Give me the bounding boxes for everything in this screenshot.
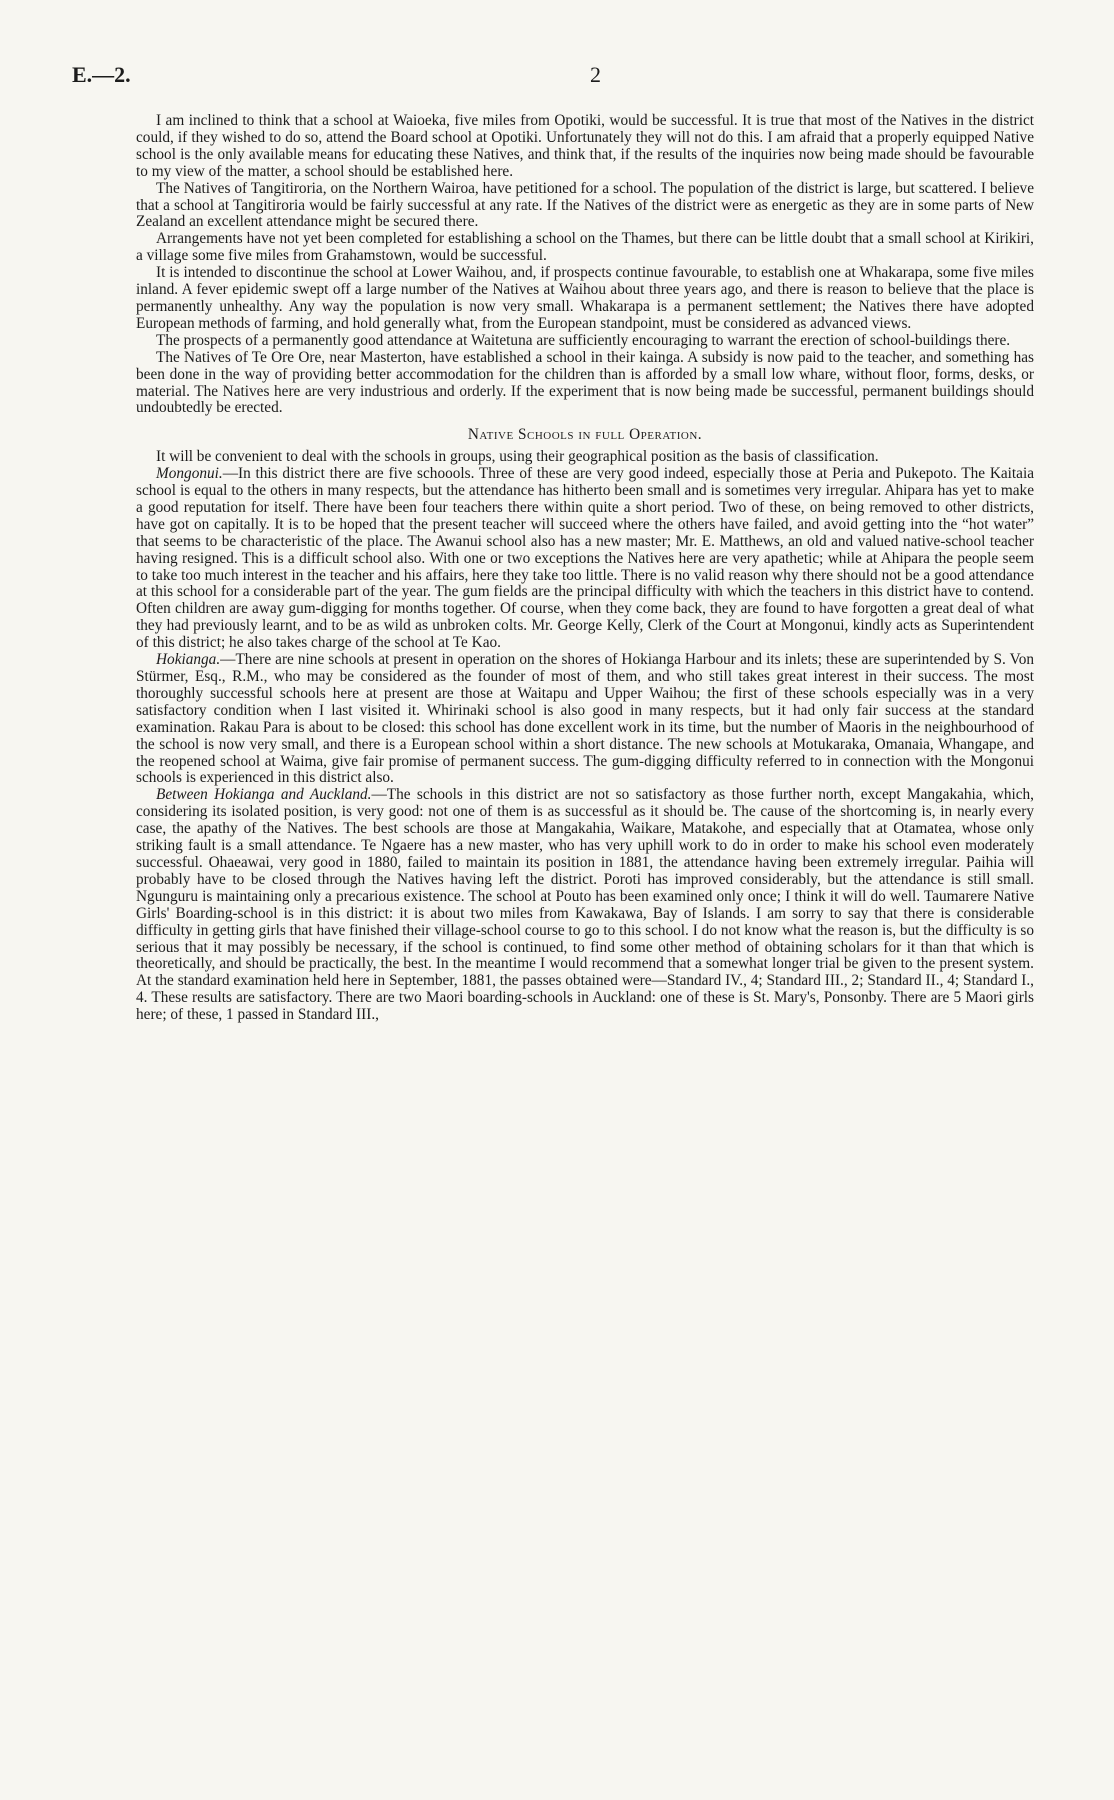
- body-text: [136, 113, 1034, 1024]
- paragraph-mongonui: [136, 466, 1034, 652]
- document-reference: E.—2.: [72, 62, 131, 87]
- page-number: 2: [590, 62, 601, 87]
- paragraph-tangitiroria: The Natives of Tangitiroria, on the Northern Wairoa, have petitioned for a school. The population of the district is large, but scattered. I believe that a school at Tangitiroria would be fairly successful at any rate. If the Natives of the district were as energetic as they are in some parts of New Zealand an excellent attendance might be secured there.: [136, 179, 1034, 231]
- district-text: —There are nine schools at present in operation on the shores of Hokianga Harbour and its inlets; these are superintended by S. Von Stürmer, Esq., R.M., who may be considered as the founder of most of them, and who still takes great interest in their success. The most thoroughly successful schools here at present are those at Waitapu and Upper Waihou; the first of these schools especially was in a very satisfactory condition when I last visited it. Whirinaki school is also good in many respects, but it had only fair success at the standard examination. Rakau Para is about to be closed: this school has done excellent work in its time, but the number of Maoris in the neighbourhood of the school is now very small, and there is a European school within a short distance. The new schools at Motukaraka, Omanaia, Whangape, and the reopened school at Waima, give fair promise of permanent success. The gum-digging difficulty referred to in connection with the Mongonui schools is experienced in this district also.: [136, 651, 1034, 787]
- district-name: Between Hokianga and Auckland.: [156, 786, 372, 804]
- paragraph-section-intro: It will be convenient to deal with the schools in groups, using their geographical position as the basis of classification.: [156, 448, 879, 466]
- district-name: Hokianga.: [156, 651, 221, 669]
- district-text: —In this district there are five schoools. Three of these are very good indeed, especially those at Peria and Pukepoto. The Kaitaia school is equal to the others in many respects, but the attendance has hitherto been small and is sometimes very irregular. Ahipara has yet to make a good reputation for itself. There have been four teachers there within quite a short period. Two of these, on being removed to other districts, have got on capitally. It is to be hoped that the present teacher will succeed where the others have failed, and avoid getting into the “hot water” that seems to be characteristic of the place. The Awanui school also has a new master; Mr. E. Matthews, an old and valued native-school teacher having resigned. This is a difficult school also. With one or two exceptions the Natives here are very apathetic; while at Ahipara the people seem to take too much interest in the teacher and his affairs, here they take too little. There is no valid reason why there should not be a good attendance at this school for a considerable part of the year. The gum fields are the principal difficulty with which the teachers in this district have to contend. Often children are away gum-digging for months together. Of course, when they come back, they are found to have forgotten a great deal of what they had previously learnt, and to be as wild as unbroken colts. Mr. George Kelly, Clerk of the Court at Mongonui, kindly acts as Superintendent of this district; he also takes charge of the school at Te Kao.: [136, 465, 1034, 652]
- district-text: —The schools in this district are not so satisfactory as those further north, except Mangakahia, which, considering its isolated position, is very good: not one of them is as successful as it should be. The cause of the shortcoming is, in nearly every case, the apathy of the Natives. The best schools are those at Mangakahia, Waikare, Matakohe, and especially that at Otamatea, whose only striking fault is a small attendance. Te Ngaere has a new master, who has very uphill work to do in order to make his school even moderately successful. Ohaeawai, very good in 1880, failed to maintain its position in 1881, the attendance having been extremely irregular. Paihia will probably have to be closed through the Natives having left the district. Poroti has improved considerably, but the attendance is still small. Ngunguru is maintaining only a precarious existence. The school at Pouto has been examined only once; I think it will do well. Taumarere Native Girls' Boarding-school is in this district: it is about two miles from Kawakawa, Bay of Islands. I am sorry to say that there is considerable difficulty in getting girls that have finished their village-school course to go to this school. I do not know what the reason is, but the difficulty is so serious that it may possibly be necessary, if the school is continued, to find some other method of obtaining scholars for it than that which is theoretically, and should be practically, the best. In the meantime I would recommend that a somewhat longer trial be given to the present system. At the standard examination held here in September, 1881, the passes obtained were—Standard IV., 4; Standard III., 2; Standard II., 4; Standard I., 4. These results are satisfactory. There are two Maori boarding-schools in Auckland: one of these is St. Mary's, Ponsonby. There are 5 Maori girls here; of these, 1 passed in Standard III.,: [136, 786, 1034, 1024]
- paragraph-waioeka: I am inclined to think that a school at Waioeka, five miles from Opotiki, would be successful. It is true that most of the Natives in the district could, if they wished to do so, attend the Board school at Opotiki. Unfortunately they will not do this. I am afraid that a properly equipped Native school is the only available means for educating these Natives, and think that, if the results of the inquiries now being made should be favourable to my view of the matter, a school should be established here.: [136, 112, 1034, 180]
- paragraph-te-ore-ore: The Natives of Te Ore Ore, near Masterton, have established a school in their kainga. A subsidy is now paid to the teacher, and something has been done in the way of providing better accommodation for the children than is afforded by a small low whare, without floor, forms, desks, or material. The Natives here are very industrious and orderly. If the experiment that is now being made be successful, permanent buildings should undoubtedly be erected.: [136, 348, 1034, 417]
- paragraph-waihou: It is intended to discontinue the school at Lower Waihou, and, if prospects continue favourable, to establish one at Whakarapa, some five miles inland. A fever epidemic swept off a large number of the Natives at Waihou about three years ago, and there is reason to believe that the place is permanently unhealthy. Any way the population is now very small. Whakarapa is a permanent settlement; the Natives there have adopted European methods of farming, and hold generally what, from the European standpoint, must be considered as advanced views.: [136, 264, 1034, 332]
- paragraph-thames: Arrangements have not yet been completed for establishing a school on the Thames, but there can be little doubt that a small school at Kirikiri, a village some five miles from Grahamstown, would be successful.: [136, 230, 1034, 265]
- section-heading: Native Schools in full Operation.: [467, 426, 703, 444]
- paragraph-waitetuna: The prospects of a permanently good attendance at Waitetuna are sufficiently encouraging to warrant the erection of school-buildings there.: [156, 331, 1011, 349]
- paragraph-hokianga-auckland: [136, 787, 1034, 1024]
- district-name: Mongonui.: [156, 465, 223, 483]
- paragraph-hokianga: [136, 652, 1034, 787]
- page-header: [62, 62, 1052, 92]
